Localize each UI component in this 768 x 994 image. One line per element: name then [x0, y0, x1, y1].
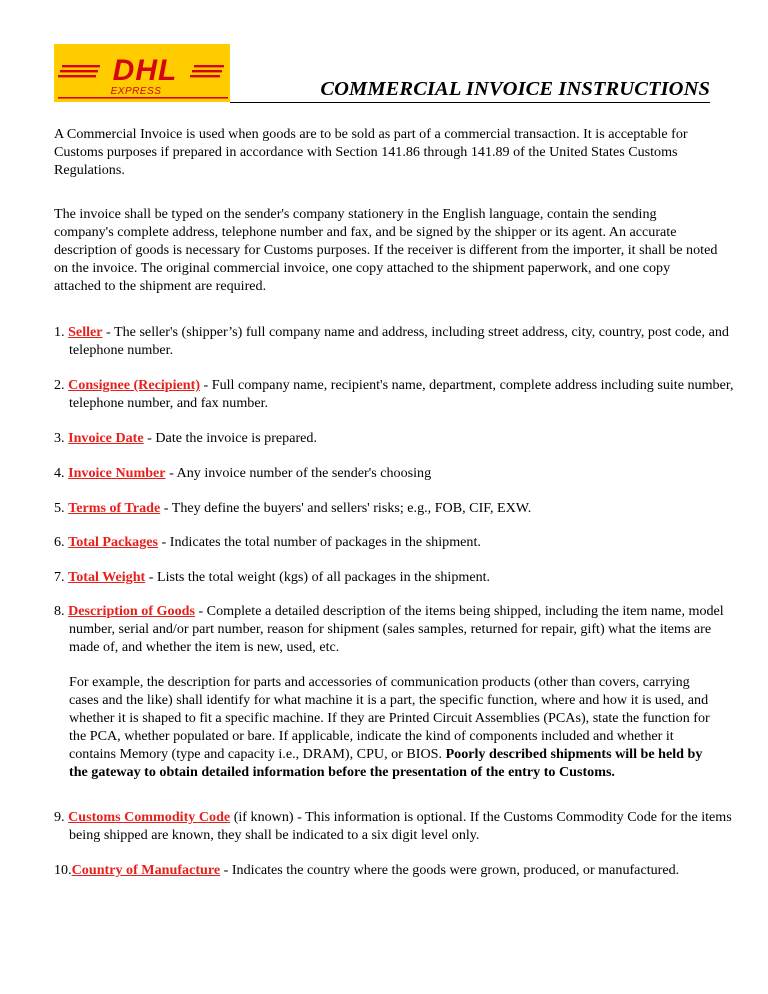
item-term: Total Packages	[68, 534, 159, 550]
item-text: - Date the invoice is prepared.	[143, 430, 317, 446]
item-term: Invoice Date	[68, 430, 144, 446]
item-number: 6.	[54, 534, 69, 550]
header	[54, 44, 710, 104]
item-text: - Full company name, recipient's name, department, complete address including suite number, telephone number, and fax number.	[69, 377, 734, 411]
list-item-commodity-code	[54, 808, 737, 844]
item-term: Invoice Number	[68, 465, 166, 481]
item-text: - They define the buyers' and sellers' risks; e.g., FOB, CIF, EXW.	[160, 500, 532, 516]
dhl-logo-graphic	[54, 44, 230, 102]
list-item-terms-of-trade	[54, 499, 737, 517]
dhl-express-logo	[54, 44, 230, 102]
intro-paragraph-2: The invoice shall be typed on the sender's company stationery in the English language, contain the sending company's complete address, telephone number and fax, and be signed by the shipper or its agent. An accurate description of goods is necessary for Customs purposes. If the receiver is different from the importer, it shall be noted on the invoice. The original commercial invoice, one copy attached to the shipment paperwork, and one copy attached to the shipment are required.	[54, 206, 718, 294]
list-item-invoice-date	[54, 429, 737, 447]
item-term: Customs Commodity Code	[68, 809, 231, 825]
item-text: - Any invoice number of the sender's choosing	[165, 465, 432, 481]
item-text: (if known) - This information is optional. If the Customs Commodity Code for the items being shipped are known, they shall be indicated to a six digit level only.	[69, 809, 732, 843]
item-number: 4.	[54, 465, 69, 481]
item-number: 7.	[54, 569, 69, 585]
example-text: For example, the description for parts and accessories of communication products (other than covers, carrying cases and the like) shall identify for what machine it is a part, the specific function, where and how it is used, and whether it is shaped to fit a specific machine. If they are Printed Circuit Assemblies (PCAs), state the function for the PCA, whether populated or bare. If applicable, indicate the kind of components included and whether it contains Memory (type and capacity i.e., DRAM), CPU, or BIOS.	[69, 674, 710, 762]
list-item-seller	[54, 323, 737, 359]
title-underline	[230, 102, 710, 103]
item-text: - Indicates the country where the goods were grown, produced, or manufactured.	[220, 862, 680, 878]
list-item-consignee	[54, 376, 737, 412]
item-number: 8.	[54, 603, 69, 619]
page-title: COMMERCIAL INVOICE INSTRUCTIONS	[320, 78, 710, 100]
item-term: Terms of Trade	[68, 500, 161, 516]
item-term: Description of Goods	[68, 603, 195, 619]
item-term: Consignee (Recipient)	[68, 377, 201, 393]
description-example-paragraph	[69, 673, 721, 781]
item-text: - Complete a detailed description of the items being shipped, including the item name, model number, serial and/or part number, reason for shipment (sales samples, returned for repair, gift) what the items are made of, and whether the item is new, used, etc.	[69, 603, 724, 655]
item-number: 9.	[54, 809, 69, 825]
item-term: Total Weight	[68, 569, 146, 585]
item-text: - The seller's (shipper’s) full company name and address, including street address, city, country, post code, and telephone number.	[69, 324, 729, 358]
item-number: 1.	[54, 324, 69, 340]
item-text: - Indicates the total number of packages in the shipment.	[158, 534, 481, 550]
list-item-description-of-goods	[54, 602, 737, 656]
item-number: 10.	[54, 862, 72, 878]
list-item-total-weight	[54, 568, 737, 586]
logo-subtext: EXPRESS	[110, 86, 162, 97]
example-bold-warning: Poorly described shipments will be held by the gateway to obtain detailed information before the presentation of the entry to Customs.	[69, 746, 703, 780]
logo-wordmark: DHL	[112, 54, 178, 87]
intro-paragraph-1: A Commercial Invoice is used when goods are to be sold as part of a commercial transaction. It is acceptable for Customs purposes if prepared in accordance with Section 141.86 through 141.89 of the United States Customs Regulations.	[54, 126, 688, 178]
item-text: - Lists the total weight (kgs) of all packages in the shipment.	[145, 569, 491, 585]
item-term: Seller	[68, 324, 103, 340]
item-number: 5.	[54, 500, 69, 516]
item-term: Country of Manufacture	[71, 862, 221, 878]
item-number: 2.	[54, 377, 69, 393]
item-number: 3.	[54, 430, 69, 446]
list-item-invoice-number	[54, 464, 737, 482]
list-item-total-packages	[54, 533, 737, 551]
list-item-country-of-manufacture	[54, 861, 738, 879]
